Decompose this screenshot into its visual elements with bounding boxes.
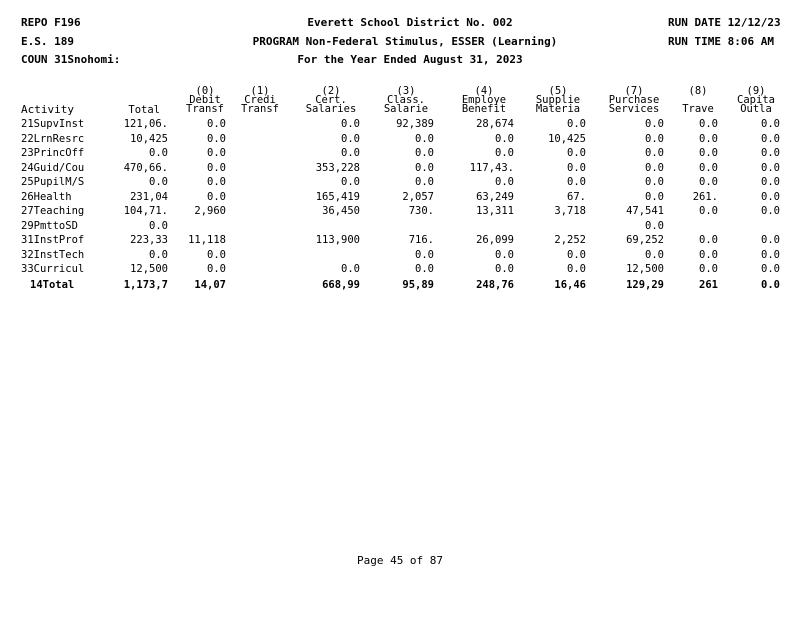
value-cell-total: 0.0 [149,248,168,261]
col-line2: Salaries [305,103,357,115]
value-cell-c6: 0.0 [645,118,664,130]
value-cell-total: 0.0 [149,176,168,188]
value-cell-c6: 0.0 [645,219,664,232]
value-cell-c7: 0.0 [699,234,718,246]
value-cell-c8: 0.0 [761,118,780,130]
value-cell-c7: 0.0 [699,118,718,130]
value-cell-c2: 353,228 [315,161,360,174]
col-num: (4) [474,85,494,97]
value-cell-c4: 13,311 [476,205,514,217]
value-cell-c4: 26,099 [476,234,514,246]
value-cell-c4: 0.0 [495,132,514,145]
value-cell-c8: 0.0 [761,263,780,275]
col-total: Total [128,104,160,116]
col-num: (9) [746,85,766,97]
value-cell-c3: 92,389 [396,118,434,130]
value-cell-c3: 95,89 [402,278,434,291]
col-line1: Employe [461,94,507,106]
value-cell-c7: 0.0 [699,147,718,159]
value-cell-c7: 261. [692,190,718,203]
value-cell-c5: 0.0 [567,118,586,130]
value-cell-c4: 28,674 [476,118,514,130]
value-cell-c2: 36,450 [322,205,360,217]
col-line1: Class. [387,94,425,106]
col-num: (5) [548,85,568,97]
value-cell-c8: 0.0 [761,248,780,261]
value-cell-total: 0.0 [149,219,168,232]
value-cell-c8: 0.0 [761,176,780,188]
value-cell-c4: 63,249 [476,190,514,203]
value-cell-c3: 0.0 [415,161,434,174]
value-cell-c5: 67. [567,190,586,203]
value-cell-c8: 0.0 [761,234,780,246]
activity-cell: 21SupvInst [21,118,85,130]
value-cell-c5: 10,425 [548,132,586,145]
value-cell-c2: 0.0 [341,132,360,145]
value-cell-c7: 0.0 [699,248,718,261]
value-cell-c6: 0.0 [645,190,664,203]
col-line1: Capita [737,94,775,106]
value-cell-total: 223,33 [130,234,168,246]
value-cell-c4: 117,43. [469,161,514,174]
col-line1: Purchase [608,94,660,106]
col-line1: Debit [189,94,221,106]
value-cell-c3: 0.0 [415,263,434,275]
value-cell-c2: 668,99 [322,278,360,291]
value-cell-c0: 2,960 [194,205,226,217]
activity-cell: 32InstTech [21,248,85,261]
value-cell-c6: 12,500 [626,263,664,275]
value-cell-c4: 0.0 [495,147,514,159]
value-cell-c7: 0.0 [699,161,718,174]
value-cell-c5: 3,718 [554,205,586,217]
value-cell-c6: 0.0 [645,147,664,159]
value-cell-c7: 0.0 [699,263,718,275]
value-cell-c0: 0.0 [207,176,226,188]
value-cell-c0: 0.0 [207,161,226,174]
value-cell-c3: 0.0 [415,248,434,261]
district-name: Everett School District No. 002 [307,16,513,29]
value-cell-c2: 113,900 [315,234,360,246]
value-cell-total: 1,173,7 [123,278,168,291]
activity-cell: 29PmttoSD [21,219,78,232]
value-cell-c3: 0.0 [415,176,434,188]
activity-cell: 33Curricul [21,263,85,275]
value-cell-c6: 0.0 [645,248,664,261]
value-cell-c7: 0.0 [699,176,718,188]
activity-cell: 31InstProf [21,234,85,246]
col-line2: Salarie [383,103,429,115]
fiscal-period: For the Year Ended August 31, 2023 [297,53,523,66]
value-cell-c5: 16,46 [554,278,586,291]
value-cell-c5: 0.0 [567,161,586,174]
col-num: (0) [195,85,215,97]
col-num: (1) [250,85,270,97]
value-cell-total: 12,500 [130,263,168,275]
value-cell-c7: 0.0 [699,132,718,145]
activity-cell: 27Teaching [21,205,85,217]
value-cell-c6: 0.0 [645,176,664,188]
value-cell-c3: 0.0 [415,147,434,159]
value-cell-total: 470,66. [123,161,168,174]
value-cell-c8: 0.0 [761,132,780,145]
value-cell-c5: 0.0 [567,147,586,159]
col-line2: Benefit [461,103,507,115]
value-cell-c3: 2,057 [402,190,434,203]
value-cell-c0: 11,118 [188,234,226,246]
activity-cell: 23PrincOff [21,147,85,159]
col-num: (7) [624,85,644,97]
value-cell-c6: 0.0 [645,132,664,145]
col-line1: Cert. [315,94,347,106]
col-line2: Services [608,103,660,115]
value-cell-c2: 0.0 [341,263,360,275]
value-cell-c6: 0.0 [645,161,664,174]
county-label: COUN 31Snohomi: [21,53,121,66]
value-cell-c2: 165,419 [315,190,360,203]
col-line1: Supplie [535,94,581,106]
value-cell-c0: 0.0 [207,147,226,159]
value-cell-c2: 0.0 [341,176,360,188]
activity-cell: 22LrnResrc [21,132,85,145]
value-cell-c7: 0.0 [699,205,718,217]
value-cell-c0: 0.0 [207,263,226,275]
value-cell-c5: 0.0 [567,248,586,261]
value-cell-c3: 730. [408,205,434,217]
value-cell-c0: 0.0 [207,132,226,145]
value-cell-c0: 0.0 [207,190,226,203]
value-cell-c6: 129,29 [626,278,664,291]
report-id: REPO F196 [21,16,81,29]
es-number: E.S. 189 [21,35,74,48]
value-cell-c0: 0.0 [207,248,226,261]
value-cell-c7: 261 [699,278,718,291]
value-cell-total: 121,06. [123,118,168,130]
value-cell-c4: 0.0 [495,263,514,275]
activity-cell: 14Total [30,278,75,291]
value-cell-c4: 248,76 [476,278,514,291]
col-line2: Outla [740,103,772,115]
value-cell-c8: 0.0 [761,161,780,174]
col-activity: Activity [21,103,74,116]
value-cell-c2: 0.0 [341,147,360,159]
run-date: RUN DATE 12/12/23 [668,16,781,29]
value-cell-c0: 14,07 [194,278,226,291]
col-line2: Trave [682,103,714,115]
value-cell-c6: 69,252 [626,234,664,246]
value-cell-c0: 0.0 [207,118,226,130]
run-time: RUN TIME 8:06 AM [668,35,774,48]
value-cell-total: 104,71. [123,205,168,217]
col-line2: Transf [186,103,224,115]
col-num: (2) [321,85,341,97]
col-num: (8) [688,85,708,97]
value-cell-c3: 0.0 [415,132,434,145]
activity-cell: 24Guid/Cou [21,161,85,174]
program-name: PROGRAM Non-Federal Stimulus, ESSER (Learning) [252,35,558,48]
activity-cell: 25PupilM/S [21,176,85,188]
value-cell-c8: 0.0 [761,190,780,203]
value-cell-total: 231,04 [130,190,168,203]
page-number: Page 45 of 87 [356,554,444,567]
value-cell-c6: 47,541 [626,205,664,217]
value-cell-c8: 0.0 [761,147,780,159]
value-cell-c2: 0.0 [341,118,360,130]
col-line2: Transf [241,103,279,115]
value-cell-c8: 0.0 [761,205,780,217]
value-cell-c3: 716. [408,234,434,246]
col-num: (3) [396,85,416,97]
value-cell-c5: 0.0 [567,176,586,188]
col-line1: Credi [244,94,276,106]
value-cell-c4: 0.0 [495,248,514,261]
value-cell-total: 10,425 [130,132,168,145]
value-cell-c5: 2,252 [554,234,586,246]
value-cell-c4: 0.0 [495,176,514,188]
activity-cell: 26Health [21,190,72,203]
value-cell-c8: 0.0 [761,278,780,291]
col-line2: Materia [535,103,581,115]
value-cell-total: 0.0 [149,147,168,159]
value-cell-c5: 0.0 [567,263,586,275]
